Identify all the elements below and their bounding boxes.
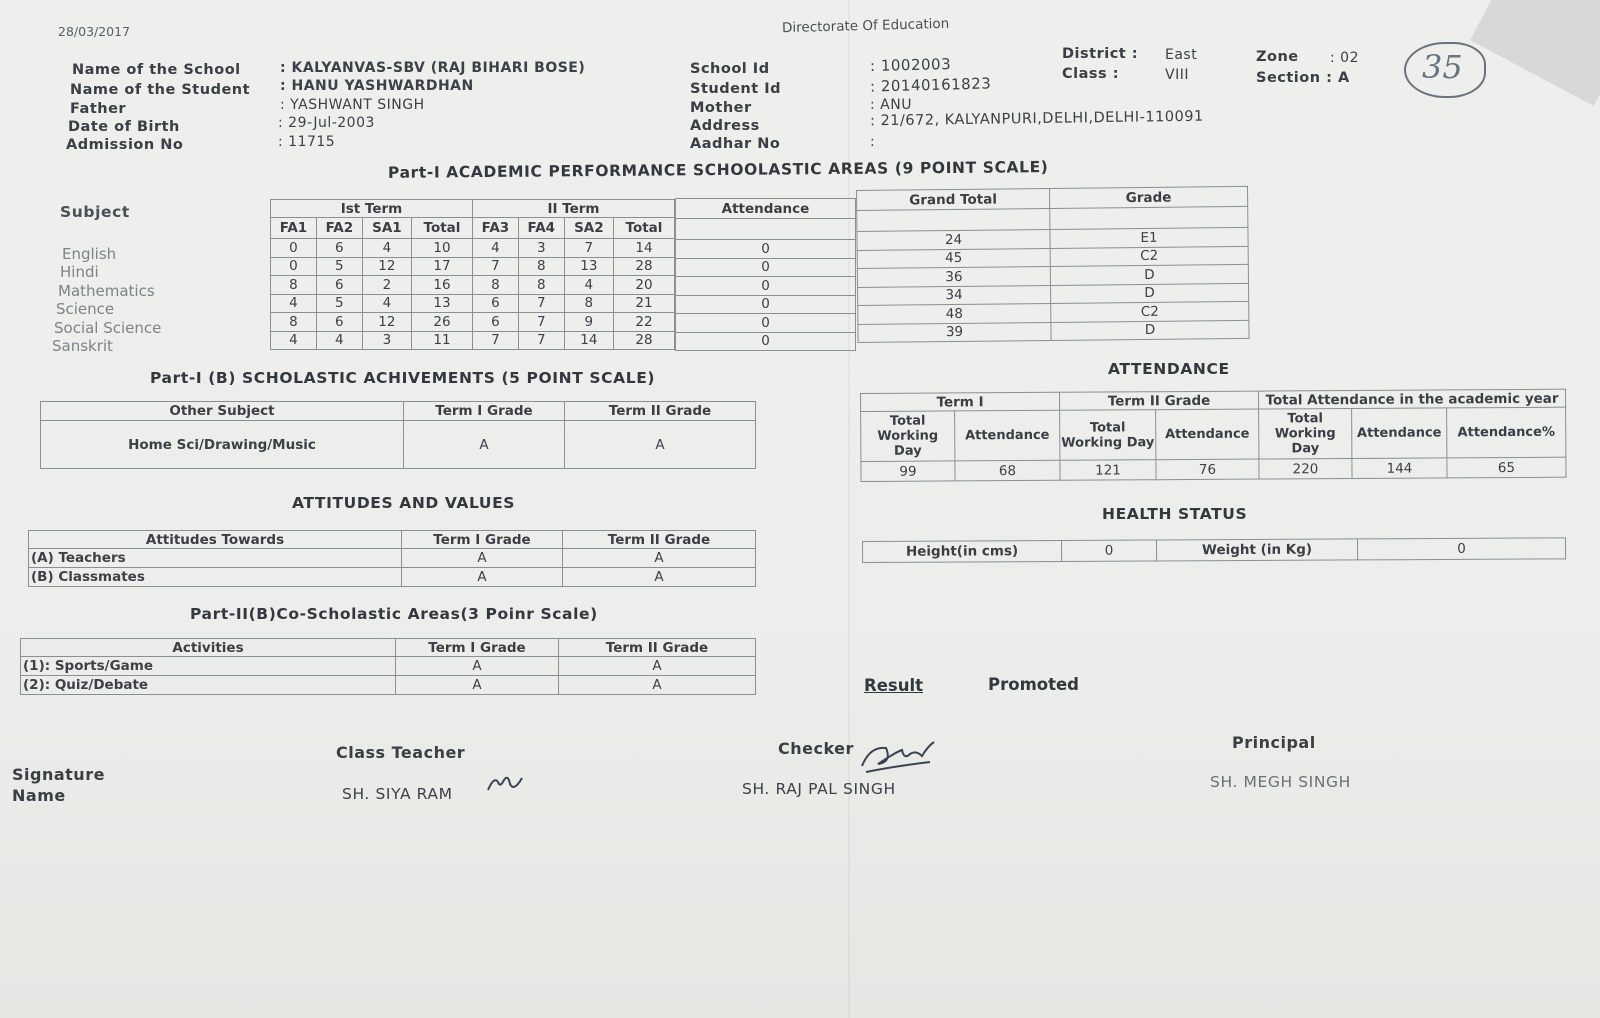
weight-label: Weight (in Kg) <box>1156 539 1357 561</box>
mark-cell: 7 <box>518 331 564 350</box>
value-address: : 21/672, KALYANPURI,DELHI,DELHI-110091 <box>869 108 1204 130</box>
attitude-grade: A <box>402 549 563 568</box>
attendance-row <box>676 258 856 277</box>
label-address: Address <box>690 118 760 134</box>
value-school-id: : 1002003 <box>869 54 952 76</box>
mark-cell: 6 <box>472 294 518 313</box>
attitudes-title: ATTITUDES AND VALUES <box>292 494 516 512</box>
attendance-subheader: Total Working Day <box>861 411 955 462</box>
other-subject-header: Other Subject <box>41 402 404 421</box>
attendance-group-term1: Term I <box>861 392 1060 411</box>
mark-cell: 4 <box>564 276 613 295</box>
label-dob: Date of Birth <box>68 119 180 135</box>
attendance-header: Attendance <box>676 199 856 219</box>
grade-cell: C2 <box>1050 246 1248 267</box>
subject-name: Sanskrit <box>52 337 113 355</box>
class-teacher-name: SH. SIYA RAM <box>342 785 453 803</box>
mark-cell: 4 <box>271 294 317 313</box>
grand-total-cell: 34 <box>858 285 1051 306</box>
mark-cell: 7 <box>518 294 564 313</box>
term1-grade-header: Term I Grade <box>396 639 559 657</box>
attitudes-header: Attitudes Towards <box>29 531 402 549</box>
activity-row-label: (1): Sports/Game <box>21 657 396 676</box>
col-header: Total <box>613 218 674 239</box>
mark-cell: 4 <box>472 239 518 258</box>
principal-name: SH. MEGH SINGH <box>1210 773 1351 791</box>
value-dob: : 29-Jul-2003 <box>278 115 375 131</box>
marks-body <box>271 239 675 350</box>
attendance-row <box>676 295 856 314</box>
grand-total-cell: 36 <box>857 266 1050 287</box>
attendance-cell: 0 <box>676 277 856 296</box>
attendance-body <box>676 240 856 351</box>
attendance-value: 76 <box>1156 459 1259 480</box>
authority-title: Directorate Of Education <box>781 15 950 37</box>
mark-cell: 5 <box>316 257 362 276</box>
mark-cell: 7 <box>518 313 564 332</box>
grand-total-cell: 48 <box>858 303 1051 324</box>
attendance-group-total: Total Attendance in the academic year <box>1258 389 1565 409</box>
mark-cell: 0 <box>271 239 317 258</box>
attitude-grade: A <box>563 549 756 568</box>
mark-cell: 26 <box>411 313 472 332</box>
paper-fold <box>848 0 850 1018</box>
label-mother: Mother <box>690 100 752 116</box>
attitude-grade: A <box>402 568 563 587</box>
grand-total-table <box>856 186 1250 343</box>
attendance-subheader: Attendance <box>955 410 1060 461</box>
mark-cell: 17 <box>411 257 472 276</box>
attendance-row <box>676 314 856 333</box>
attendance-value: 65 <box>1447 457 1566 478</box>
attendance-value: 68 <box>955 460 1060 481</box>
value-zone: : 02 <box>1330 50 1359 66</box>
subject-name: Mathematics <box>58 282 155 300</box>
handwritten-circle-mark <box>1404 42 1486 98</box>
subject-name: English <box>62 245 117 263</box>
col-header: SA1 <box>362 218 411 239</box>
marks-row <box>271 331 675 350</box>
activity-grade: A <box>396 657 559 676</box>
marks-row <box>271 294 675 313</box>
attendance-cell: 0 <box>676 258 856 277</box>
mark-cell: 4 <box>362 294 411 313</box>
value-school-name: : KALYANVAS-SBV (RAJ BIHARI BOSE) <box>280 60 586 76</box>
label-student-id: Student Id <box>690 81 781 97</box>
activity-grade: A <box>559 657 756 676</box>
mark-cell: 16 <box>411 276 472 295</box>
value-student-id: : 20140161823 <box>869 74 992 96</box>
activity-grade: A <box>396 676 559 695</box>
marks-row <box>271 257 675 276</box>
attendance-value: 220 <box>1259 458 1352 479</box>
class-teacher-signature <box>486 772 526 796</box>
term1-header: Ist Term <box>271 200 473 218</box>
result-label: Result <box>864 676 924 695</box>
result-value: Promoted <box>988 675 1079 694</box>
attendance-subheader: Attendance <box>1156 409 1259 460</box>
height-label: Height(in cms) <box>863 540 1062 562</box>
attendance-subheader: Attendance% <box>1447 407 1566 458</box>
attendance-cell: 0 <box>676 314 856 333</box>
activity-row-label: (2): Quiz/Debate <box>21 676 396 695</box>
mark-cell: 8 <box>518 276 564 295</box>
value-student-name: : HANU YASHWARDHAN <box>280 78 474 94</box>
mark-cell: 7 <box>564 239 613 258</box>
mark-cell: 4 <box>316 331 362 350</box>
mark-cell: 13 <box>411 294 472 313</box>
mark-cell: 6 <box>316 276 362 295</box>
grand-total-cell: 24 <box>857 229 1050 250</box>
grade-cell: C2 <box>1051 301 1249 322</box>
value-class: VIII <box>1165 67 1189 83</box>
value-district: East <box>1165 47 1198 63</box>
term2-grade-cell: A <box>565 421 756 469</box>
term1-grade-cell: A <box>404 421 565 469</box>
mark-cell: 22 <box>613 313 674 332</box>
mark-cell: 9 <box>564 313 613 332</box>
label-admission-no: Admission No <box>66 137 184 153</box>
value-admission-no: : 11715 <box>278 134 336 150</box>
checker-signature <box>856 732 938 776</box>
label-school-name: Name of the School <box>72 62 241 78</box>
value-mother: : ANU <box>870 97 912 113</box>
label-section: Section : A <box>1256 70 1350 86</box>
col-header: FA1 <box>271 218 317 239</box>
marks-row <box>271 276 675 295</box>
attitude-grade: A <box>563 568 756 587</box>
grade-cell: D <box>1050 264 1248 285</box>
grade-cell: E1 <box>1050 227 1248 248</box>
principal-label: Principal <box>1232 733 1316 752</box>
mark-cell: 8 <box>271 313 317 332</box>
checker-label: Checker <box>778 739 854 758</box>
attendance-row <box>676 277 856 296</box>
height-value: 0 <box>1061 540 1156 561</box>
part1-attendance-table <box>675 198 856 351</box>
attitude-row-label: (B) Classmates <box>29 568 402 587</box>
other-subject-cell: Home Sci/Drawing/Music <box>41 421 404 469</box>
part2b-title: Part-II(B)Co-Scholastic Areas(3 Poinr Scale) <box>190 605 598 623</box>
col-header: FA4 <box>518 218 564 239</box>
checker-name: SH. RAJ PAL SINGH <box>742 780 896 798</box>
label-class: Class : <box>1062 66 1120 82</box>
activity-grade: A <box>559 676 756 695</box>
print-date: 28/03/2017 <box>58 24 131 39</box>
mark-cell: 8 <box>271 276 317 295</box>
part1-title: Part-I ACADEMIC PERFORMANCE SCHOOLASTIC AREAS (9 POINT SCALE) <box>387 158 1049 182</box>
mark-cell: 20 <box>613 276 674 295</box>
mark-cell: 12 <box>362 257 411 276</box>
mark-cell: 14 <box>564 331 613 350</box>
mark-cell: 4 <box>271 331 317 350</box>
handwritten-number: 35 <box>1422 48 1463 86</box>
health-table <box>862 537 1566 563</box>
mark-cell: 13 <box>564 257 613 276</box>
attendance-cell: 0 <box>676 332 856 351</box>
subject-header: Subject <box>60 203 130 221</box>
mark-cell: 5 <box>316 294 362 313</box>
attendance-value: 121 <box>1060 460 1156 481</box>
grand-total-body <box>857 227 1249 342</box>
attendance-value: 144 <box>1352 458 1447 479</box>
mark-cell: 6 <box>316 313 362 332</box>
signature-row-label: Signature <box>12 765 105 784</box>
name-row-label: Name <box>12 786 66 805</box>
value-father: : YASHWANT SINGH <box>280 97 425 113</box>
mark-cell: 14 <box>613 239 674 258</box>
mark-cell: 7 <box>472 331 518 350</box>
weight-value: 0 <box>1357 538 1565 560</box>
mark-cell: 12 <box>362 313 411 332</box>
grade-cell: D <box>1051 320 1249 341</box>
health-title: HEALTH STATUS <box>1102 505 1248 523</box>
mark-cell: 28 <box>613 331 674 350</box>
col-header: Total <box>411 218 472 239</box>
mark-cell: 7 <box>472 257 518 276</box>
attendance-subheader: Attendance <box>1352 408 1447 459</box>
marks-row <box>271 313 675 332</box>
activities-header: Activities <box>21 639 396 657</box>
grade-cell: D <box>1051 283 1249 304</box>
subject-name: Hindi <box>60 263 99 281</box>
attendance-row <box>676 240 856 259</box>
attendance-group-term2: Term II Grade <box>1059 391 1258 410</box>
mark-cell: 28 <box>613 257 674 276</box>
attendance-subheader: Total Working Day <box>1259 408 1352 459</box>
term1-grade-header: Term I Grade <box>404 402 565 421</box>
mark-cell: 3 <box>518 239 564 258</box>
part1b-title: Part-I (B) SCHOLASTIC ACHIVEMENTS (5 POINT SCALE) <box>150 369 656 387</box>
col-header: FA2 <box>316 218 362 239</box>
label-school-id: School Id <box>690 61 770 77</box>
term2-grade-header: Term II Grade <box>565 402 756 421</box>
label-student-name: Name of the Student <box>70 82 251 98</box>
part2b-table <box>20 638 756 695</box>
term2-grade-header: Term II Grade <box>559 639 756 657</box>
mark-cell: 6 <box>472 313 518 332</box>
attitudes-table <box>28 530 756 587</box>
marks-table <box>270 199 675 350</box>
mark-cell: 21 <box>613 294 674 313</box>
attendance-row <box>676 332 856 351</box>
marks-row <box>271 239 675 258</box>
mark-cell: 8 <box>564 294 613 313</box>
attendance-table <box>860 389 1567 482</box>
grand-total-cell: 39 <box>858 322 1051 343</box>
attendance-title: ATTENDANCE <box>1108 360 1230 378</box>
mark-cell: 10 <box>411 239 472 258</box>
value-aadhar: : <box>870 134 876 150</box>
grade-header: Grade <box>1049 186 1247 208</box>
class-teacher-label: Class Teacher <box>336 743 466 762</box>
mark-cell: 6 <box>316 239 362 258</box>
part1b-table <box>40 401 756 469</box>
attendance-cell: 0 <box>676 295 856 314</box>
label-district: District : <box>1062 46 1139 62</box>
mark-cell: 8 <box>472 276 518 295</box>
mark-cell: 3 <box>362 331 411 350</box>
mark-cell: 8 <box>518 257 564 276</box>
attendance-cell: 0 <box>676 240 856 259</box>
attendance-value: 99 <box>861 461 955 482</box>
col-header: SA2 <box>564 218 613 239</box>
grand-total-row <box>858 320 1249 343</box>
attitude-row-label: (A) Teachers <box>29 549 402 568</box>
attendance-subheader: Total Working Day <box>1060 410 1156 461</box>
grand-total-cell: 45 <box>857 248 1050 269</box>
label-father: Father <box>70 101 127 117</box>
page-corner <box>1470 0 1600 106</box>
subject-name: Social Science <box>54 319 162 337</box>
term2-header: II Term <box>472 200 674 218</box>
mark-cell: 4 <box>362 239 411 258</box>
mark-cell: 11 <box>411 331 472 350</box>
col-header: FA3 <box>472 218 518 239</box>
mark-cell: 2 <box>362 276 411 295</box>
term1-grade-header: Term I Grade <box>402 531 563 549</box>
mark-cell: 0 <box>271 257 317 276</box>
term2-grade-header: Term II Grade <box>563 531 756 549</box>
subject-name: Science <box>56 300 115 318</box>
grand-total-header: Grand Total <box>857 188 1050 210</box>
label-zone: Zone <box>1256 49 1299 65</box>
label-aadhar: Aadhar No <box>690 136 781 152</box>
